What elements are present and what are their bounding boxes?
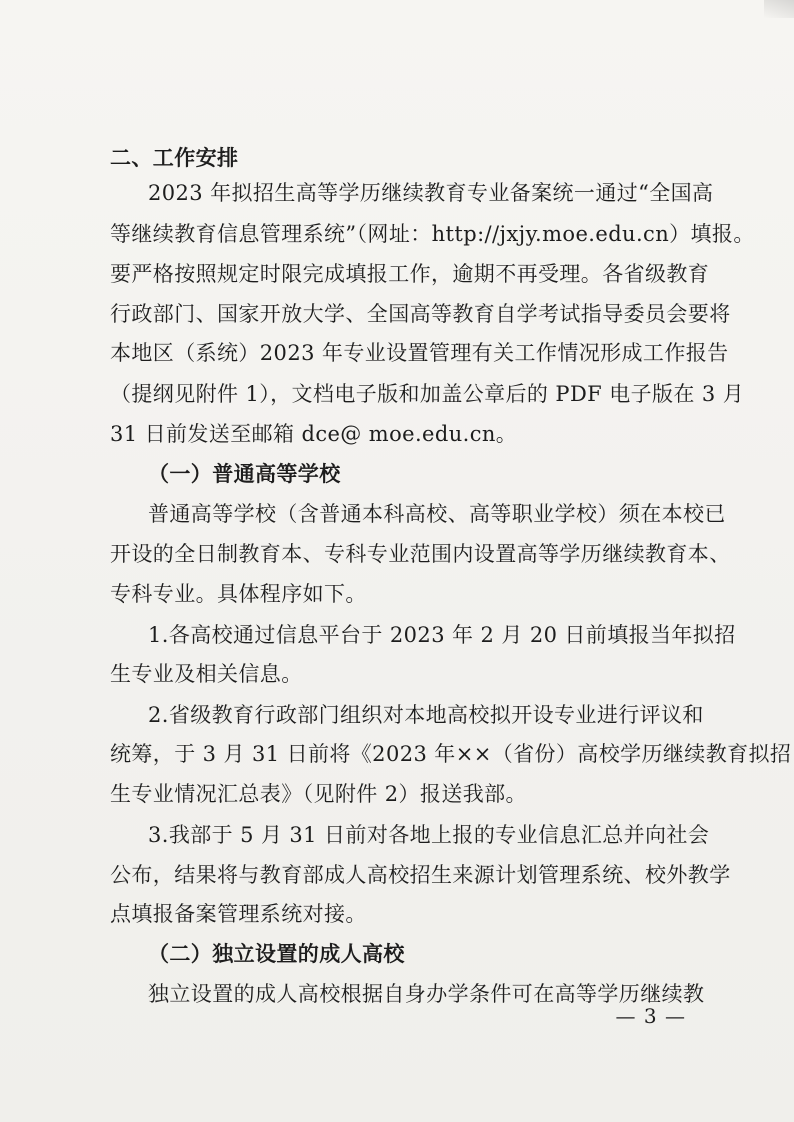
paragraph-line: 独立设置的成人高校根据自身办学条件可在高等学历继续教 — [148, 982, 705, 1006]
section-heading-work-arrangement: 二、工作安排 — [110, 145, 239, 170]
paragraph-line: 开设的全日制教育本、专科专业范围内设置高等学历继续教育本、 — [110, 542, 731, 566]
paragraph-line: 行政部门、国家开放大学、全国高等教育自学考试指导委员会要将 — [110, 302, 731, 326]
paragraph-line: 生专业情况汇总表》（见附件 2）报送我部。 — [110, 782, 527, 806]
paragraph-line: 公布，结果将与教育部成人高校招生来源计划管理系统、校外教学 — [110, 863, 731, 887]
paragraph-line: 31 日前发送至邮箱 dce@ moe.edu.cn。 — [110, 422, 518, 446]
paragraph-line: 1.各高校通过信息平台于 2023 年 2 月 20 日前填报当年拟招 — [148, 623, 736, 647]
page-number: — 3 — — [615, 1004, 686, 1028]
paragraph-line: 普通高等学校（含普通本科高校、高等职业学校）须在本校已 — [148, 502, 726, 526]
paragraph-line: 生专业及相关信息。 — [110, 662, 303, 686]
subheading-regular-universities: （一）普通高等学校 — [148, 461, 341, 486]
paragraph-line: 本地区（系统）2023 年专业设置管理有关工作情况形成工作报告 — [110, 341, 729, 365]
paragraph-line: （提纲见附件 1），文档电子版和加盖公章后的 PDF 电子版在 3 月 — [110, 382, 745, 406]
paragraph-line: 专科专业。具体程序如下。 — [110, 582, 367, 606]
paragraph-line: 点填报备案管理系统对接。 — [110, 902, 367, 926]
paragraph-line: 2023 年拟招生高等学历继续教育专业备案统一通过“全国高 — [148, 181, 714, 205]
paragraph-line: 统筹，于 3 月 31 日前将《2023 年××（省份）高校学历继续教育拟招 — [110, 742, 792, 766]
paragraph-line: 3.我部于 5 月 31 日前对各地上报的专业信息汇总并向社会 — [148, 823, 710, 847]
paragraph-line: 要严格按照规定时限完成填报工作，逾期不再受理。各省级教育 — [110, 262, 710, 286]
paragraph-line: 等继续教育信息管理系统”（网址：http://jxjy.moe.edu.cn）填报。 — [110, 222, 755, 246]
subheading-independent-adult-colleges: （二）独立设置的成人高校 — [148, 941, 405, 966]
paragraph-line: 2.省级教育行政部门组织对本地高校拟开设专业进行评议和 — [148, 703, 704, 727]
